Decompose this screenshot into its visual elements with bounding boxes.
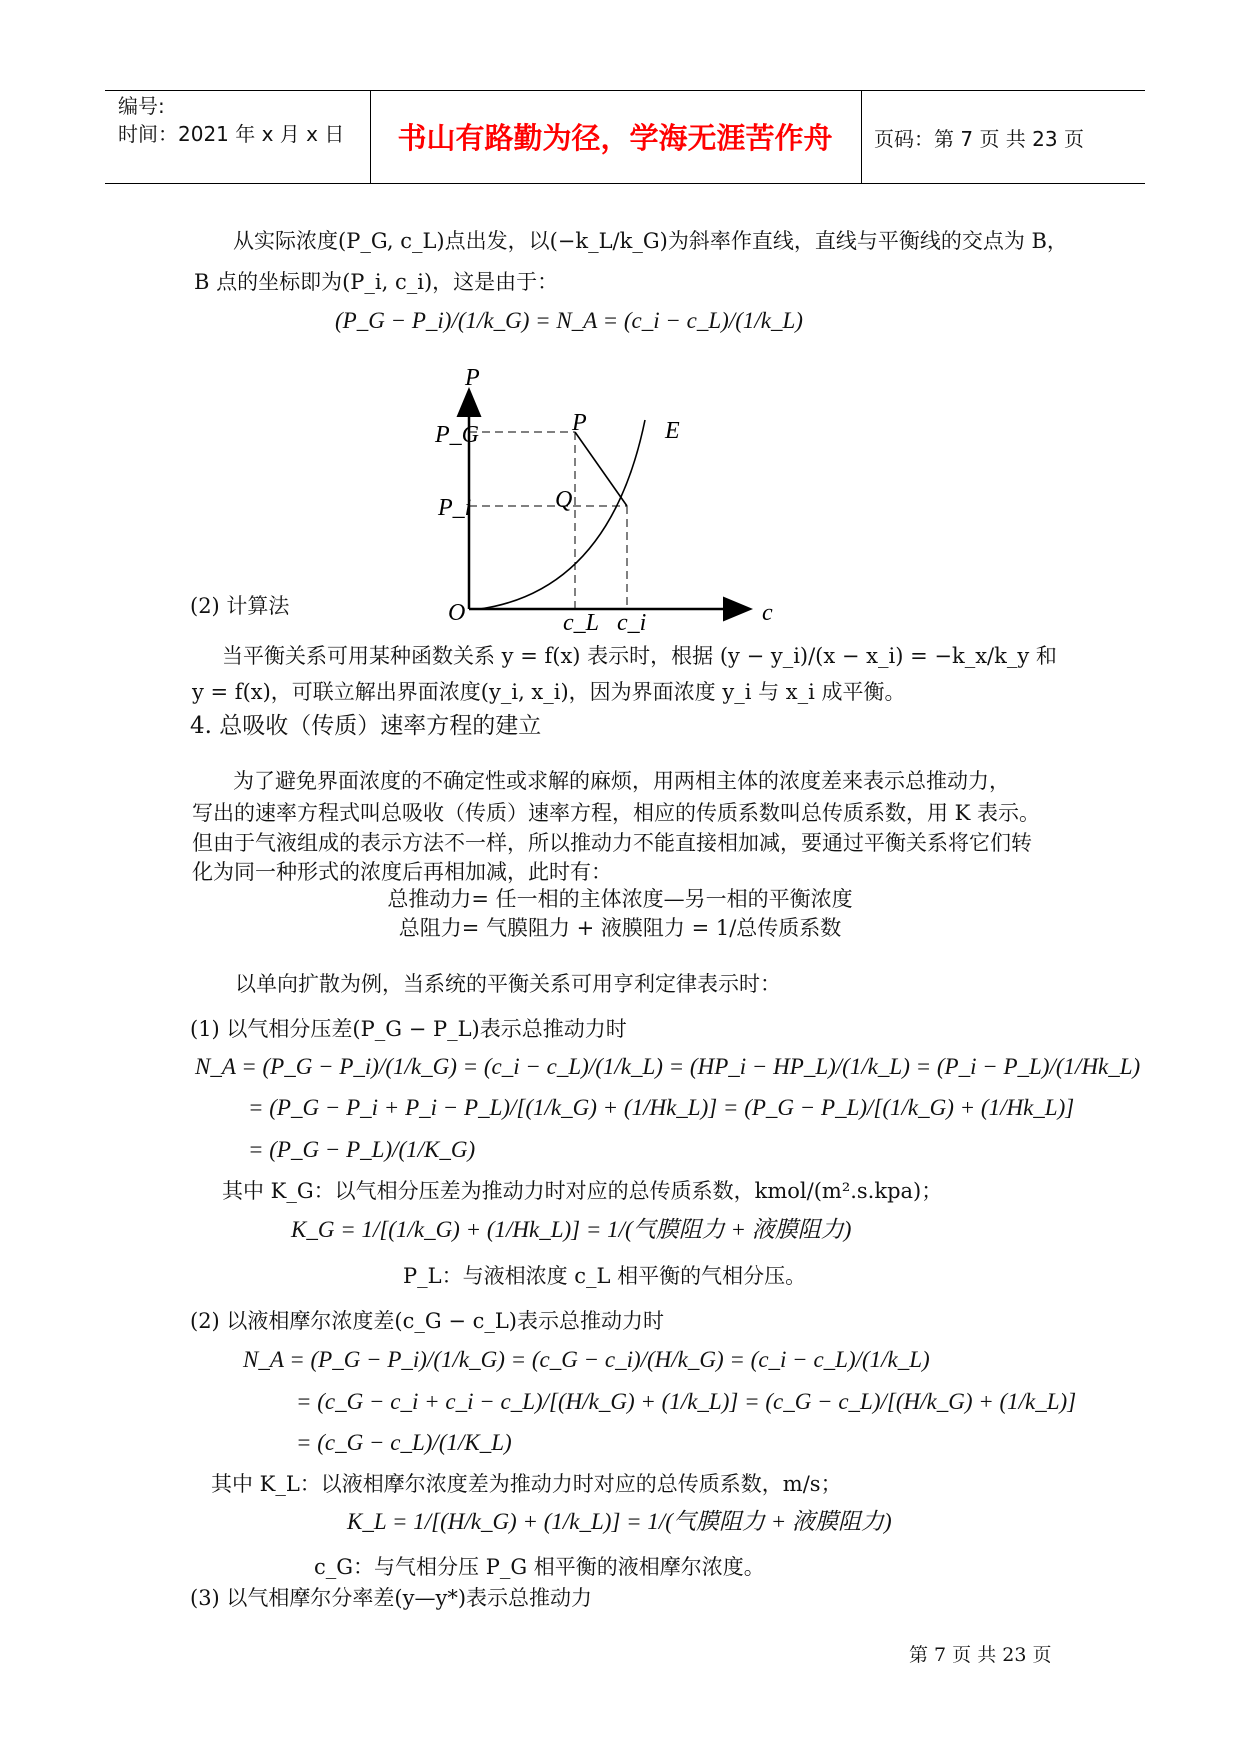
paragraph-line: c_G：与气相分压 P_G 相平衡的液相摩尔浓度。 (314, 1555, 765, 1579)
label-p: P (572, 410, 587, 436)
label-ci: c_i (617, 610, 647, 636)
label-e: E (665, 418, 680, 444)
equation: = (c_G − c_i + c_i − c_L)/[(H/k_G) + (1/k_L)] = (c_G − c_L)/[(H/k_G) + (1/k_L)] (296, 1389, 1077, 1414)
equation: K_L = 1/[(H/k_G) + (1/k_L)] = 1/(气膜阻力 + 液膜阻力) (347, 1509, 892, 1534)
label-q: Q (555, 487, 573, 513)
equilibrium-diagram (0, 0, 1241, 720)
axis-label-c: c (762, 600, 773, 626)
paragraph-line: 其中 K_L：以液相摩尔浓度差为推动力时对应的总传质系数，m/s； (211, 1472, 842, 1496)
slope-line (575, 432, 627, 506)
paragraph-line: 为了避免界面浓度的不确定性或求解的麻烦，用两相主体的浓度差来表示总推动力， (233, 769, 1010, 793)
label-cl: c_L (563, 610, 599, 636)
paragraph-line: 化为同一种形式的浓度后再相加减，此时有： (192, 860, 612, 884)
equation: = (P_G − P_i + P_i − P_L)/[(1/k_G) + (1/Hk_L)] = (P_G − P_L)/[(1/k_G) + (1/Hk_L)] (248, 1095, 1075, 1120)
paragraph-line: 以单向扩散为例，当系统的平衡关系可用亨利定律表示时： (235, 972, 781, 996)
case3-heading: (3) 以气相摩尔分率差(y—y*)表示总推动力 (190, 1586, 593, 1610)
label-pg: P_G (435, 422, 479, 448)
paragraph-line: B 点的坐标即为(P_i, c_i)，这是由于： (194, 270, 559, 294)
paragraph-line: 但由于气液组成的表示方法不一样，所以推动力不能直接相加减，要通过平衡关系将它们转 (192, 831, 1032, 855)
header-motto: 书山有路勤为径，学海无涯苦作舟 (397, 121, 833, 155)
doc-time-label: 时间：2021 年 x 月 x 日 (118, 122, 345, 146)
equation: = (c_G − c_L)/(1/K_L) (296, 1430, 512, 1455)
label-pi: P_i (438, 495, 472, 521)
section-heading: 4. 总吸收（传质）速率方程的建立 (190, 713, 542, 739)
header-page-label: 页码：第 7 页 共 23 页 (874, 127, 1084, 151)
footer-page-number: 第 7 页 共 23 页 (909, 1644, 1052, 1666)
centered-definition: 总阻力= 气膜阻力 + 液膜阻力 = 1/总传质系数 (398, 916, 842, 940)
case1-heading: (1) 以气相分压差(P_G − P_L)表示总推动力时 (190, 1017, 627, 1041)
equation: (P_G − P_i)/(1/k_G) = N_A = (c_i − c_L)/(1/k_L) (335, 308, 803, 333)
paragraph-line: y = f(x)，可联立解出界面浓度(y_i, x_i)，因为界面浓度 y_i 与 x_i 成平衡。 (192, 680, 906, 704)
equation: N_A = (P_G − P_i)/(1/k_G) = (c_i − c_L)/(1/k_L) = (HP_i − HP_L)/(1/k_L) = (P_i − P_L)/(1/Hk_L) (195, 1054, 1141, 1079)
equation: N_A = (P_G − P_i)/(1/k_G) = (c_G − c_i)/(H/k_G) = (c_i − c_L)/(1/k_L) (243, 1347, 930, 1372)
paragraph-line: 从实际浓度(P_G, c_L)点出发，以(−k_L/k_G)为斜率作直线，直线与平衡线的交点为 B， (233, 229, 1068, 253)
doc-number-label: 编号: (118, 94, 165, 118)
paragraph-line: 写出的速率方程式叫总吸收（传质）速率方程，相应的传质系数叫总传质系数，用 K 表示。 (192, 801, 1041, 825)
paragraph-line: 当平衡关系可用某种函数关系 y = f(x) 表示时，根据 (y − y_i)/(x − x_i) = −k_x/k_y 和 (222, 644, 1057, 668)
paragraph-line: P_L：与液相浓度 c_L 相平衡的气相分压。 (403, 1264, 807, 1288)
equation: K_G = 1/[(1/k_G) + (1/Hk_L)] = 1/(气膜阻力 + 液膜阻力) (291, 1217, 852, 1242)
paragraph-line: 其中 K_G：以气相分压差为推动力时对应的总传质系数，kmol/(m².s.kpa)； (222, 1179, 943, 1203)
equation: = (P_G − P_L)/(1/K_G) (248, 1137, 476, 1162)
centered-definition: 总推动力= 任一相的主体浓度—另一相的平衡浓度 (387, 887, 853, 911)
case2-heading: (2) 以液相摩尔浓度差(c_G − c_L)表示总推动力时 (190, 1309, 664, 1333)
axis-label-p: P (465, 365, 480, 391)
calc-heading: (2) 计算法 (190, 594, 290, 618)
equilibrium-curve (480, 420, 645, 609)
origin-label: O (448, 600, 466, 626)
